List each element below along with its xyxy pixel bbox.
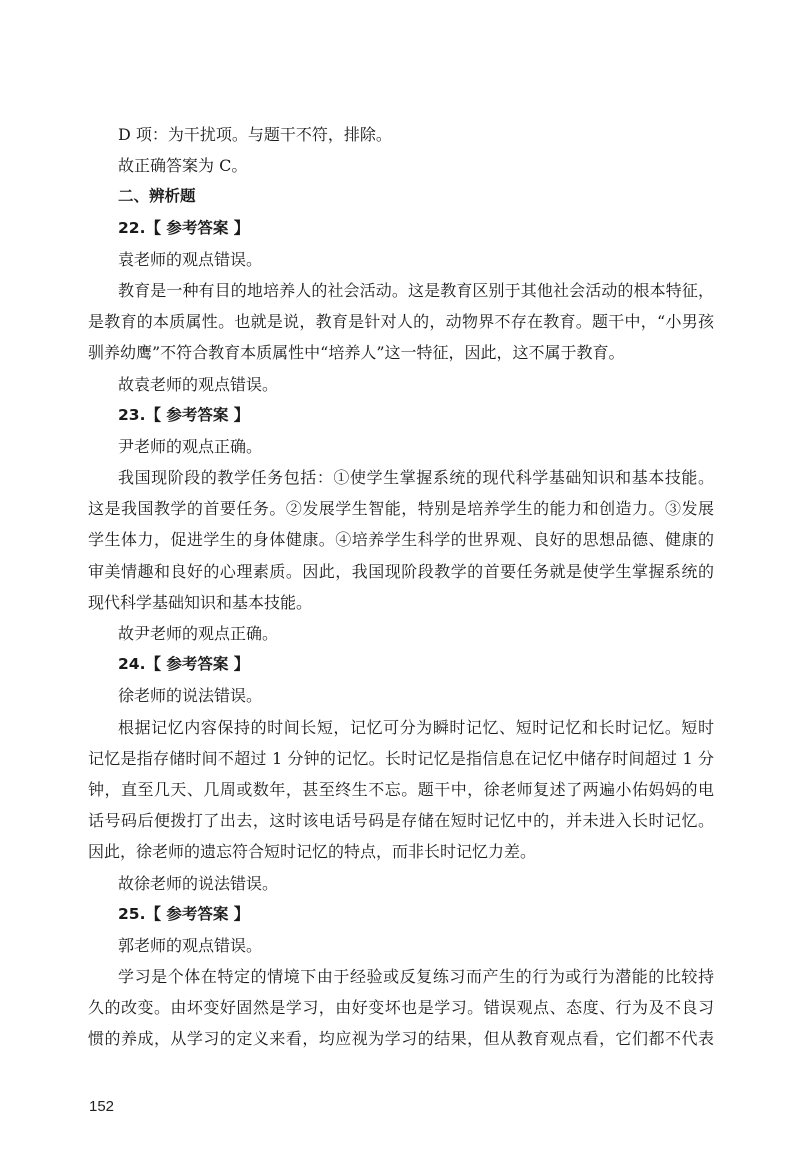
text-line: 钟，直至几天、几周或数年，甚至终生不忘。题干中，徐老师复述了两遍小佑妈妈的电 xyxy=(88,779,714,799)
text-line: 审美情趣和良好的心理素质。因此，我国现阶段教学的首要任务就是使学生掌握系统的 xyxy=(88,561,714,581)
text-line: 根据记忆内容保持的时间长短，记忆可分为瞬时记忆、短时记忆和长时记忆。短时 xyxy=(118,717,714,737)
text-line: 是教育的本质属性。也就是说，教育是针对人的，动物界不存在教育。题干中，“小男孩 xyxy=(88,312,714,332)
text-line: D 项：为干扰项。与题干不符，排除。 xyxy=(118,125,392,144)
text-line: 久的改变。由坏变好固然是学习，由好变坏也是学习。错误观点、态度、行为及不良习 xyxy=(88,998,714,1018)
text-line: 现代科学基础知识和基本技能。 xyxy=(88,592,313,612)
text-line: 故正确答案为 C。 xyxy=(118,156,248,176)
text-line: 我国现阶段的教学任务包括：①使学生掌握系统的现代科学基础知识和基本技能。 xyxy=(118,468,714,488)
text-line: 故袁老师的观点错误。 xyxy=(118,374,279,394)
text-line: 学习是个体在特定的情境下由于经验或反复练习而产生的行为或行为潜能的比较持 xyxy=(118,967,714,987)
text-line: 记忆是指存储时间不超过 1 分钟的记忆。长时记忆是指信息在记忆中储存时间超过 1 分 xyxy=(88,748,714,768)
section-heading: 24.【 参考答案 】 xyxy=(118,655,250,674)
section-heading: 25.【 参考答案 】 xyxy=(118,904,250,923)
text-line: 故徐老师的说法错误。 xyxy=(118,873,279,893)
text-line: 惯的养成，从学习的定义来看，均应视为学习的结果，但从教育观点看，它们都不代表 xyxy=(88,1029,714,1049)
page-number: 152 xyxy=(89,1098,115,1115)
text-line: 学生体力，促进学生的身体健康。④培养学生科学的世界观、良好的思想品德、健康的 xyxy=(88,530,714,550)
text-line: 故尹老师的观点正确。 xyxy=(118,624,279,643)
text-line: 驯养幼鹰”不符合教育本质属性中“培养人”这一特征，因此，这不属于教育。 xyxy=(88,343,625,363)
text-line: 郭老师的观点错误。 xyxy=(118,935,263,955)
text-line: 教育是一种有目的地培养人的社会活动。这是教育区别于其他社会活动的根本特征， xyxy=(118,280,714,300)
section-heading: 二、辨析题 xyxy=(118,187,196,206)
text-line: 因此，徐老师的遗忘符合短时记忆的特点，而非长时记忆力差。 xyxy=(88,842,537,862)
text-line: 这是我国教学的首要任务。②发展学生智能，特别是培养学生的能力和创造力。③发展 xyxy=(88,499,714,519)
section-heading: 22.【 参考答案 】 xyxy=(118,218,250,237)
text-line: 尹老师的观点正确。 xyxy=(118,436,263,456)
text-line: 徐老师的说法错误。 xyxy=(118,686,263,706)
document-body xyxy=(88,119,714,1055)
section-heading: 23.【 参考答案 】 xyxy=(118,405,250,424)
text-line: 话号码后便拨打了出去，这时该电话号码是存储在短时记忆中的，并未进入长时记忆。 xyxy=(88,811,714,831)
text-line: 袁老师的观点错误。 xyxy=(118,249,263,269)
